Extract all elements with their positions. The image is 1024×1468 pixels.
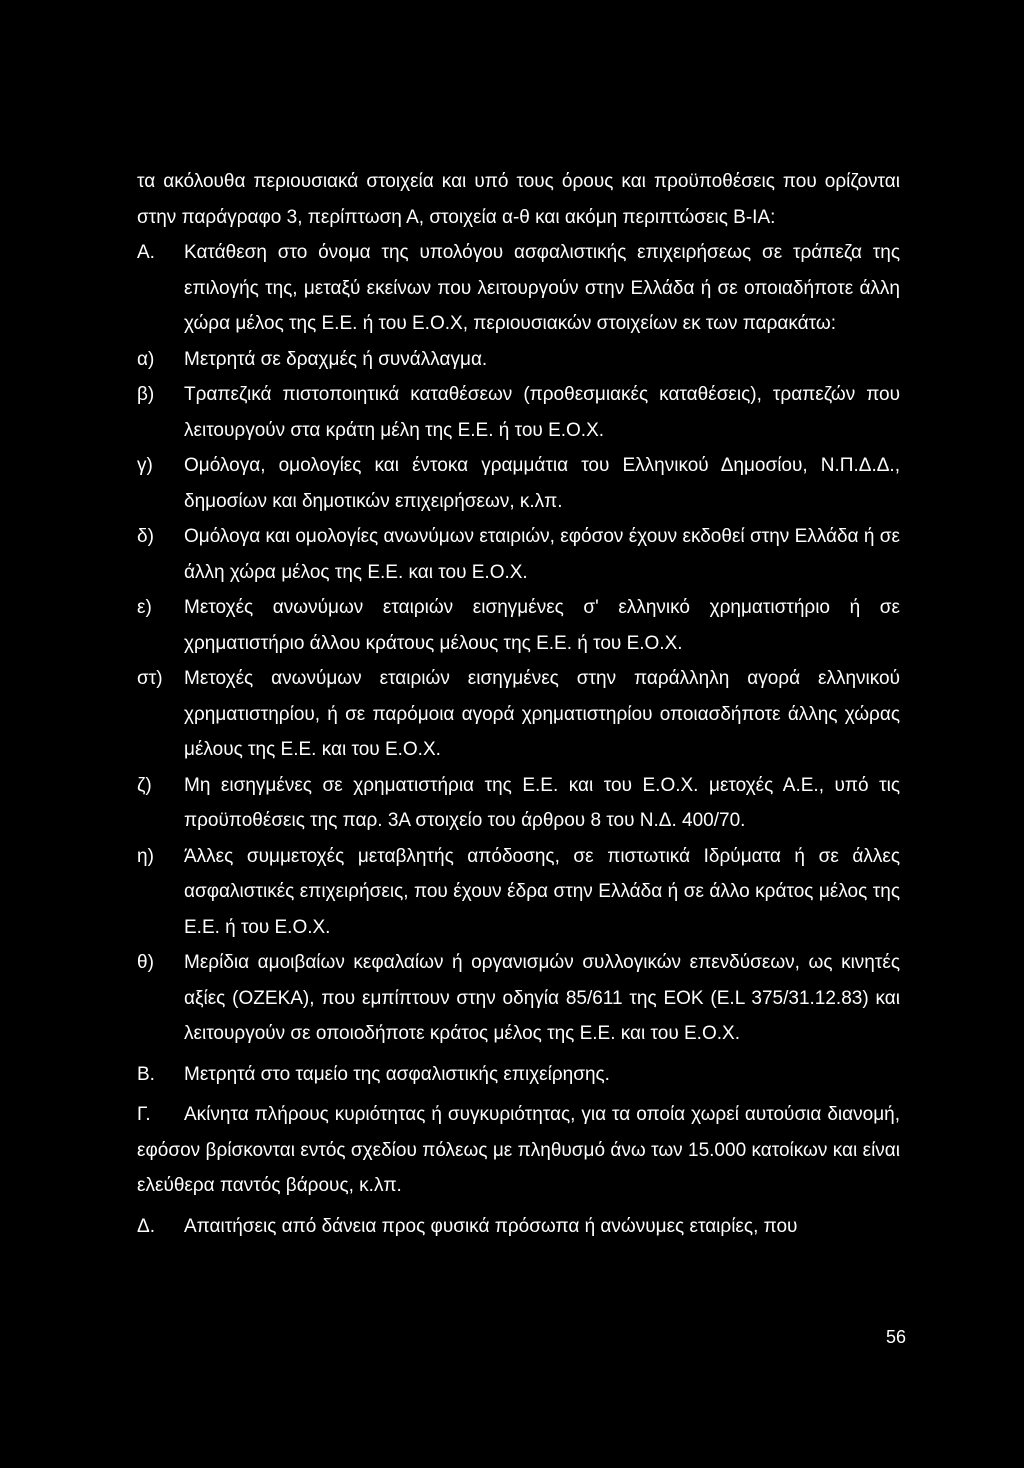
list-item-label: θ) [137, 952, 154, 973]
section-d [137, 1209, 900, 1245]
section-c-text: Ακίνητα πλήρους κυριότητας ή συγκυριότητας, για τα οποία χωρεί αυτούσια διανομή, εφόσον βρίσκονται εντός σχεδίου πόλεως με πληθυσμό άνω των 15.000 κατοίκων και είναι ελεύθερα παντός βάρους, κ.λπ. [137, 1104, 900, 1196]
list-item-text: Μετοχές ανωνύμων εταιριών εισηγμένες στην παράλληλη αγορά ελληνικού χρηματιστηρίου, ή σε παρόμοια αγορά χρηματιστηρίου οποιασδήποτε άλλης χώρας μέλους της Ε.Ε. και του Ε.Ο.Χ. [184, 668, 900, 760]
intro-paragraph: τα ακόλουθα περιουσιακά στοιχεία και υπό τους όρους και προϋποθέσεις που ορίζονται στην παράγραφο 3, περίπτωση Α, στοιχεία α-θ και ακόμη περιπτώσεις Β-ΙΑ: [137, 171, 900, 228]
page-number: 56 [885, 1327, 906, 1347]
list-item-label: ε) [137, 597, 152, 618]
list-item-text: Ομόλογα και ομολογίες ανωνύμων εταιριών, εφόσον έχουν εκδοθεί στην Ελλάδα ή σε άλλη χώρα μέλος της Ε.Ε. και του Ε.Ο.Χ. [184, 526, 900, 583]
list-item-text: Μη εισηγμένες σε χρηματιστήρια της Ε.Ε. και του Ε.Ο.Χ. μετοχές Α.Ε., υπό τις προϋποθέσεις της παρ. 3Α στοιχείο του άρθρου 8 του Ν.Δ. 400/70. [184, 774, 900, 831]
section-d-label: Δ. [137, 1215, 155, 1237]
list-item-alpha [137, 342, 900, 378]
list-item-zeta [137, 768, 900, 839]
section-b [137, 1057, 900, 1093]
list-item-text: Μερίδια αμοιβαίων κεφαλαίων ή οργανισμών συλλογικών επενδύσεων, ως κινητές αξίες (ΟΖΕΚΑ), που εμπίπτουν στην οδηγία 85/611 της ΕΟΚ (Ε.L 375/31.12.83) και λειτουργούν σε οποιοδήποτε κράτος μέλος της Ε.Ε. και του Ε.Ο.Χ. [184, 952, 900, 1044]
list-item-epsilon [137, 590, 900, 661]
list-item-label: α) [137, 348, 155, 370]
list-item-text: Μετοχές ανωνύμων εταιριών εισηγμένες σ' ελληνικό χρηματιστήριο ή σε χρηματιστήριο άλλου κράτους μέλους της Ε.Ε. ή του Ε.Ο.Χ. [184, 597, 900, 654]
section-b-text: Μετρητά στο ταμείο της ασφαλιστικής επιχείρησης. [184, 1063, 610, 1085]
list-item-gamma [137, 448, 900, 519]
section-d-text: Απαιτήσεις από δάνεια προς φυσικά πρόσωπα ή ανώνυμες εταιρίες, που [184, 1215, 798, 1237]
list-item-stigma [137, 661, 900, 768]
list-item-label: η) [137, 845, 154, 867]
list-item-label: στ) [137, 668, 163, 689]
list-item-text: Ομόλογα, ομολογίες και έντοκα γραμμάτια του Ελληνικού Δημοσίου, Ν.Π.Δ.Δ., δημοσίων και δημοτικών επιχειρήσεων, κ.λπ. [184, 455, 900, 512]
list-item-label: ζ) [137, 774, 152, 796]
list-item-text: Τραπεζικά πιστοποιητικά καταθέσεων (προθεσμιακές καταθέσεις), τραπεζών που λειτουργούν στα κράτη μέλη της Ε.Ε. ή του Ε.Ο.Χ. [184, 384, 900, 441]
list-item-delta [137, 519, 900, 590]
section-c-paragraph [137, 1097, 900, 1204]
list-item-label: β) [137, 384, 155, 405]
list-item-eta [137, 839, 900, 946]
section-a [137, 235, 900, 342]
section-a-text: Κατάθεση στο όνομα της υπολόγου ασφαλιστικής επιχειρήσεως σε τράπεζα της επιλογής της, μεταξύ εκείνων που λειτουργούν στην Ελλάδα ή σε οποιαδήποτε άλλη χώρα μέλος της Ε.Ε. ή του Ε.Ο.Χ, περιουσιακών στοιχείων εκ των παρακάτω: [184, 242, 900, 334]
list-item-beta [137, 377, 900, 448]
list-item-label: γ) [137, 455, 153, 476]
list-item-text: Μετρητά σε δραχμές ή συνάλλαγμα. [184, 348, 488, 370]
section-b-label: Β. [137, 1063, 155, 1085]
document-page [137, 164, 900, 1244]
list-item-theta [137, 945, 900, 1052]
list-item-text: Άλλες συμμετοχές μεταβλητής απόδοσης, σε πιστωτικά Ιδρύματα ή σε άλλες ασφαλιστικές επιχειρήσεις, που έχουν έδρα στην Ελλάδα ή σε άλλο κράτος μέλος της Ε.Ε. ή του Ε.Ο.Χ. [184, 845, 900, 938]
section-a-label: Α. [137, 242, 155, 263]
section-c-label: Γ. [137, 1104, 151, 1125]
list-item-label: δ) [137, 526, 154, 547]
